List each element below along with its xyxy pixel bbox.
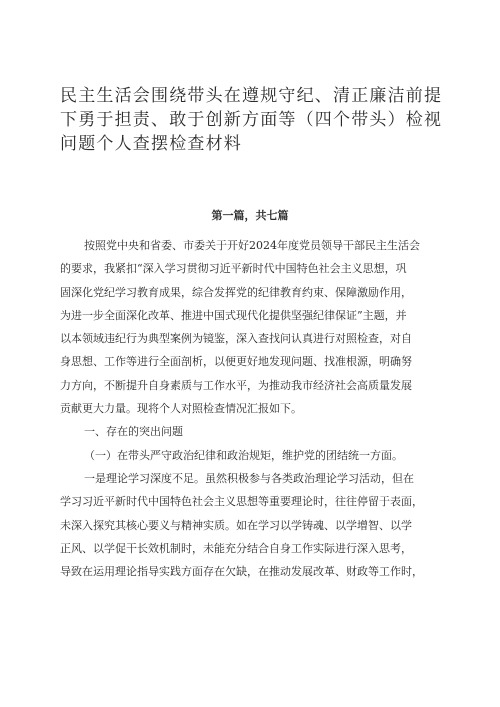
document-body: [60, 234, 452, 583]
paragraph-line: 一是理论学习深度不足。虽然积极参与各类政治理论学习活动，但在: [84, 471, 414, 485]
title-line: 问题个人查摆检查材料: [60, 134, 242, 154]
paragraph-line: 为进一步全面深化改革、推进中国式现代化提供坚强纪律保证”主题，并: [60, 308, 407, 322]
paragraph-line: 贡献更大力量。现将个人对照检查情况汇报如下。: [60, 402, 302, 416]
paragraph-line: 按照党中央和省委、市委关于开好2024年度党员领导干部民主生活会: [84, 239, 420, 252]
paragraph-line: 力方向，不断提升自身素质与工作水平，为推动我市经济社会高质量发展: [60, 378, 412, 392]
title-line: 民主生活会围绕带头在遵规守纪、清正廉洁前提: [60, 86, 443, 106]
paragraph-line: 导致在运用理论指导实践方面存在欠缺，在推动发展改革、财政等工作时，: [60, 565, 423, 579]
intro-paragraph: [60, 234, 452, 420]
title-line: 下勇于担责、敢于创新方面等（四个带头）检视: [60, 110, 443, 130]
paragraph-line: 未深入探究其核心要义与精神实质。如在学习以学铸魂、以学增智、以学: [60, 518, 412, 532]
paragraph-line: 固深化党纪学习教育成果，综合发挥党的纪律教育约束、保障激励作用，: [60, 285, 412, 299]
document-title: [60, 84, 450, 156]
paragraph-line: 学习习近平新时代中国特色社会主义思想等重要理论时，往往停留于表面，: [60, 495, 423, 509]
paragraph-line: 的要求，我紧扣“深入学习贯彻习近平新时代中国特色社会主义思想，巩: [60, 262, 407, 276]
document-subtitle: 第一篇，共七篇: [211, 209, 289, 222]
paragraph-line: 身思想、工作等进行全面剖析，以便更好地发现问题、找准根源，明确努: [60, 355, 412, 369]
paragraph-line: 以本领域违纪行为典型案例为镜鉴，深入查找问认真进行对照检查，对自: [60, 332, 412, 346]
section-heading: 一、存在的突出问题: [84, 425, 183, 439]
problem-paragraph: [60, 467, 452, 583]
subsection-heading: （一）在带头严守政治纪律和政治规矩，维护党的团结统一方面。: [84, 448, 403, 462]
paragraph-line: 正风、以学促干长效机制时，未能充分结合自身工作实际进行深入思考，: [60, 541, 412, 555]
